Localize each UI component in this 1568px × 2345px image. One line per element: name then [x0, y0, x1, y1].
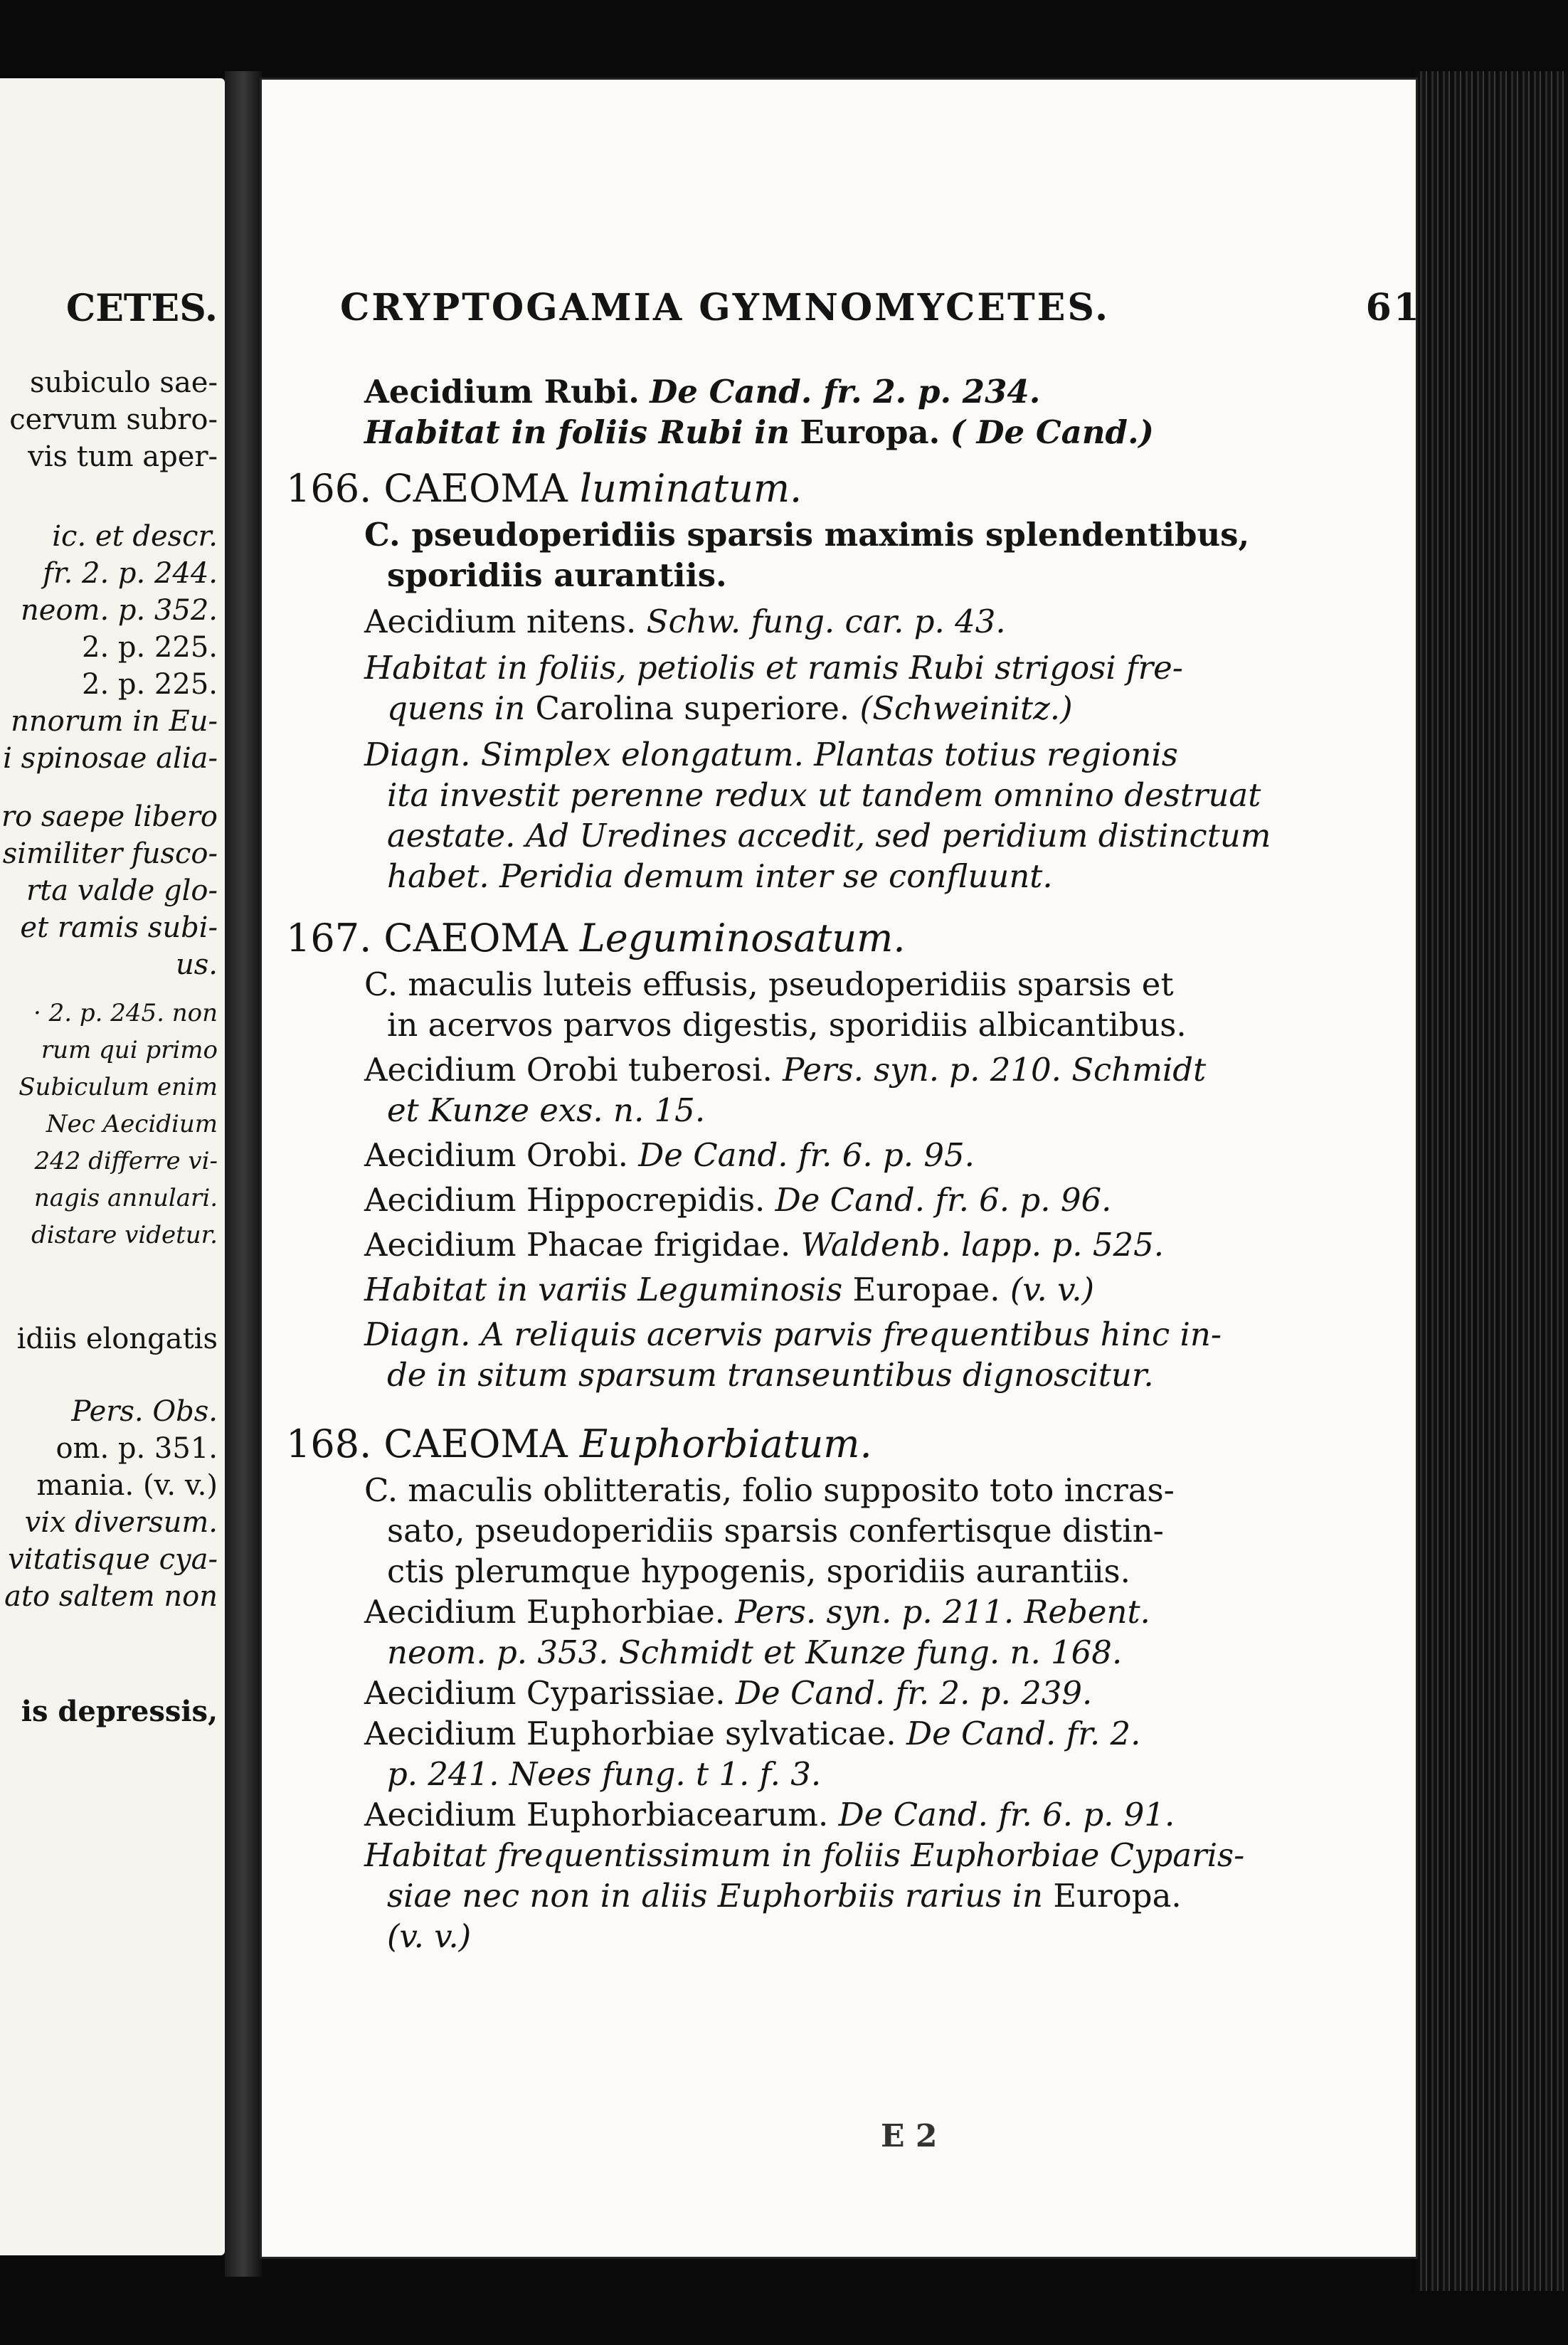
synonym-reference: De Cand. fr. 6. p. 96. — [775, 1181, 1112, 1219]
left-line: rum qui primo — [41, 1036, 218, 1064]
description-line: ctis plerumque hypogenis, sporidiis aurantiis. — [387, 1552, 1130, 1590]
entry-genus: CAEOMA — [383, 916, 568, 960]
diagnosis-line: ita investit perenne redux ut tandem omnino destruat — [387, 776, 1261, 814]
synonym-reference: Waldenb. lapp. p. 525. — [800, 1226, 1165, 1264]
synonym-name: Aecidium Rubi. — [364, 373, 640, 411]
synonym-name: Aecidium Euphorbiae sylvaticae. — [364, 1715, 896, 1752]
synonym-reference: De Cand. fr. 2. — [906, 1715, 1141, 1752]
diagnosis-line: Diagn. A reliquis acervis parvis frequentibus hinc in- — [364, 1316, 1222, 1353]
description-line: C. maculis luteis effusis, pseudoperidiis sparsis et — [364, 965, 1174, 1003]
entry-number: 166. — [286, 466, 372, 511]
synonym-line — [286, 1673, 1424, 1713]
left-line: mania. (v. v.) — [36, 1469, 218, 1502]
synonym-line — [286, 1592, 1424, 1632]
left-line: ro saepe libero — [1, 800, 218, 833]
synonym-reference: Schw. fung. car. p. 43. — [646, 603, 1006, 640]
synonym-line — [286, 1049, 1424, 1090]
left-line: et ramis subi- — [20, 911, 218, 944]
entry-heading-167 — [286, 918, 1424, 958]
synonym-reference: De Cand. fr. 6. p. 95. — [638, 1136, 975, 1174]
habitat-line: Habitat in foliis, petiolis et ramis Rubi strigosi fre- — [364, 649, 1184, 687]
left-line: nagis annulari. — [33, 1184, 218, 1212]
synonym-line — [286, 1713, 1424, 1754]
description-line: C. maculis oblitteratis, folio supposito toto incras- — [364, 1471, 1175, 1509]
habitat-region: Europae. — [852, 1271, 1000, 1308]
synonym-name: Aecidium Euphorbiacearum. — [364, 1796, 829, 1833]
left-title: CETES. — [65, 287, 218, 322]
diagnosis-line: aestate. Ad Uredines accedit, sed peridium distinctum — [387, 817, 1271, 854]
habitat-line: Habitat frequentissimum in foliis Euphorbiae Cyparis- — [364, 1836, 1245, 1874]
entry-genus: CAEOMA — [383, 1422, 568, 1466]
left-line: us. — [175, 948, 218, 981]
synonym-name: Aecidium Orobi tuberosi. — [364, 1051, 773, 1089]
description-line: sato, pseudoperidiis sparsis confertisque distin- — [387, 1512, 1164, 1550]
synonym-line — [286, 1224, 1424, 1265]
left-line: nnorum in Eu- — [11, 705, 218, 738]
left-line: · 2. p. 245. non — [33, 999, 218, 1027]
left-line: cervum subro- — [9, 403, 218, 436]
left-line: i spinosae alia- — [3, 742, 218, 775]
entry-species: Euphorbiatum. — [579, 1422, 872, 1466]
synonym-name: Aecidium Hippocrepidis. — [364, 1181, 766, 1219]
habitat-source: (Schweinitz.) — [859, 689, 1073, 727]
left-line: vis tum aper- — [28, 440, 218, 473]
synonym-reference: De Cand. fr. 2. p. 239. — [735, 1674, 1093, 1712]
habitat-source: ( De Cand.) — [950, 413, 1154, 451]
diagnosis-line: Diagn. Simplex elongatum. Plantas totius regionis — [364, 736, 1178, 773]
left-line: Pers. Obs. — [71, 1395, 218, 1428]
left-line: vix diversum. — [24, 1506, 218, 1539]
synonym-line — [286, 1180, 1424, 1220]
description-line: in acervos parvos digestis, sporidiis albicantibus. — [387, 1006, 1187, 1044]
signature-mark: E 2 — [881, 2118, 938, 2154]
habitat-source: (v. v.) — [1010, 1271, 1095, 1308]
left-line: Nec Aecidium — [46, 1110, 218, 1138]
left-line: subiculo sae- — [29, 366, 218, 399]
left-page — [0, 78, 225, 2255]
synonym-continuation: neom. p. 353. Schmidt et Kunze fung. n. 168. — [387, 1634, 1123, 1671]
left-line: similiter fusco- — [2, 837, 218, 870]
synonym-name: Aecidium Phacae frigidae. — [364, 1226, 791, 1264]
left-line: fr. 2. p. 244. — [43, 557, 218, 590]
left-line: ato saltem non — [4, 1580, 218, 1613]
entry-species: Leguminosatum. — [579, 916, 906, 960]
left-line: idiis elongatis — [16, 1323, 218, 1355]
synonym-reference: De Cand. fr. 2. p. 234. — [650, 373, 1041, 411]
habitat-text: quens in — [387, 689, 526, 727]
left-page-text — [0, 78, 218, 1730]
left-line: distare videtur. — [31, 1221, 218, 1249]
left-line: is depressis, — [21, 1695, 218, 1728]
synonym-line — [286, 371, 1424, 412]
diagnosis-line: de in situm sparsum transeuntibus dignoscitur. — [387, 1356, 1154, 1394]
page-edges — [1416, 71, 1568, 2291]
book-gutter — [225, 71, 262, 2277]
left-line: om. p. 351. — [55, 1432, 218, 1465]
synonym-name: Aecidium nitens. — [364, 603, 637, 640]
synonym-name: Aecidium Orobi. — [364, 1136, 628, 1174]
entry-number: 168. — [286, 1422, 372, 1466]
entry-heading-166 — [286, 468, 1424, 509]
page-title: CRYPTOGAMIA GYMNOMYCETES. — [340, 286, 1111, 329]
habitat-text: siae nec non in aliis Euphorbiis rarius in — [387, 1877, 1044, 1915]
left-line: Subiculum enim — [18, 1073, 218, 1101]
left-line: ic. et descr. — [52, 520, 218, 553]
running-head — [340, 286, 1421, 329]
page-number: 61 — [1365, 286, 1421, 329]
habitat-line — [286, 688, 1424, 729]
left-line: vitatisque cya- — [8, 1543, 218, 1576]
habitat-text: Habitat in foliis Rubi in — [364, 413, 790, 451]
description-line: sporidiis aurantiis. — [387, 556, 727, 594]
left-line: rta valde glo- — [26, 874, 218, 907]
habitat-region: Europa. — [800, 413, 941, 451]
habitat-line — [286, 412, 1424, 452]
left-line: 2. p. 225. — [82, 668, 218, 701]
diagnosis-line: habet. Peridia demum inter se confluunt. — [387, 857, 1053, 895]
habitat-text: Habitat in variis Leguminosis — [364, 1271, 843, 1308]
habitat-line — [286, 1269, 1424, 1310]
habitat-region: Europa. — [1053, 1877, 1182, 1915]
synonym-reference: Pers. syn. p. 211. Rebent. — [735, 1593, 1150, 1631]
page-body — [286, 371, 1424, 1957]
synonym-continuation: et Kunze exs. n. 15. — [387, 1091, 706, 1129]
synonym-line — [286, 1135, 1424, 1175]
synonym-continuation: p. 241. Nees fung. t 1. f. 3. — [387, 1755, 822, 1793]
entry-genus: CAEOMA — [383, 466, 568, 511]
synonym-line — [286, 1794, 1424, 1835]
left-line: 242 differre vi- — [34, 1147, 218, 1175]
main-page — [262, 80, 1421, 2257]
synonym-reference: De Cand. fr. 6. p. 91. — [838, 1796, 1175, 1833]
left-line: neom. p. 352. — [21, 594, 218, 627]
synonym-line — [286, 601, 1424, 642]
habitat-line — [286, 1875, 1424, 1916]
entry-heading-168 — [286, 1424, 1424, 1464]
habitat-region: Carolina superiore. — [535, 689, 850, 727]
synonym-name: Aecidium Cyparissiae. — [364, 1674, 726, 1712]
habitat-source: (v. v.) — [387, 1917, 472, 1955]
synonym-name: Aecidium Euphorbiae. — [364, 1593, 726, 1631]
left-line: 2. p. 225. — [82, 631, 218, 664]
synonym-reference: Pers. syn. p. 210. Schmidt — [783, 1051, 1207, 1089]
entry-number: 167. — [286, 916, 372, 960]
description-line: C. pseudoperidiis sparsis maximis splendentibus, — [364, 516, 1250, 554]
entry-species: luminatum. — [579, 466, 802, 511]
